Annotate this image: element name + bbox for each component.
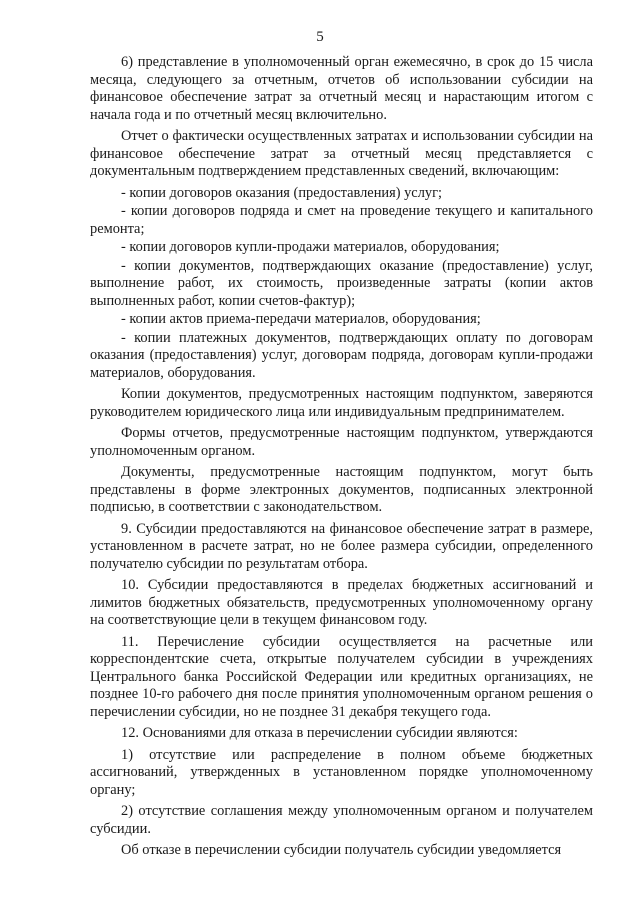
paragraph-item-12: 12. Основаниями для отказа в перечислении субсидии являются: bbox=[121, 725, 518, 741]
paragraph-item-11: 11. Перечисление субсидии осуществляется на расчетные или корреспондентские счета, открытые получателем субсидии в учреждениях Центрального банка Российской Федерации или кредитных организациях, не позднее 10-го рабочего дня после принятия уполномоченным органом решения о перечислении субсидии, но не позднее 31 декабря текущего года. bbox=[90, 633, 593, 720]
paragraph-report-composition: Отчет о фактически осуществленных затратах и использовании субсидии на финансовое обеспечение затрат за отчетный месяц представляется с документальным подтверждением представленных сведений, включающим: bbox=[90, 128, 593, 179]
paragraph-item-10: 10. Субсидии предоставляются в пределах бюджетных ассигнований и лимитов бюджетных обязательств, предусмотренных уполномоченному органу на соответствующие цели в текущем финансовом году. bbox=[90, 577, 593, 628]
paragraph-electronic-documents: Документы, предусмотренные настоящим подпунктом, могут быть представлены в форме электронных документов, подписанных электронной подписью, в соответствии с законодательством. bbox=[90, 464, 593, 515]
paragraph-copies-certification: Копии документов, предусмотренных настоящим подпунктом, заверяются руководителем юридического лица или индивидуальным предпринимателем. bbox=[90, 386, 593, 420]
paragraph-refusal-reason-1: 1) отсутствие или распределение в полном объеме бюджетных ассигнований, утвержденных в установленном порядке уполномоченному органу; bbox=[90, 746, 593, 798]
paragraph-refusal-reason-2: 2) отсутствие соглашения между уполномоченным органом и получателем субсидии. bbox=[90, 803, 593, 837]
list-item-transfer-acts: - копии актов приема-передачи материалов, оборудования; bbox=[121, 311, 481, 327]
page-number: 5 bbox=[316, 29, 324, 45]
list-item-service-contracts: - копии договоров оказания (предоставления) услуг; bbox=[121, 184, 442, 201]
list-item-service-confirmation-docs: - копии документов, подтверждающих оказание (предоставление) услуг, выполнение работ, их стоимость, произведенные затраты (копии актов выполненных работ, копии счетов-фактур); bbox=[90, 257, 593, 309]
paragraph-item-6-reporting: 6) представление в уполномоченный орган ежемесячно, в срок до 15 числа месяца, следующего за отчетным, отчетов об использовании субсидии на финансовое обеспечение затрат за отчетный месяц и нарастающим итогом с начала года и по отчетный месяц включительно. bbox=[90, 54, 593, 123]
list-item-purchase-contracts: - копии договоров купли-продажи материалов, оборудования; bbox=[121, 239, 500, 255]
paragraph-refusal-notification: Об отказе в перечислении субсидии получатель субсидии уведомляется bbox=[121, 842, 562, 858]
paragraph-item-9: 9. Субсидии предоставляются на финансовое обеспечение затрат в размере, установленном в расчете затрат, но не более размера субсидии, определенного получателю субсидии по результатам отбора. bbox=[90, 520, 593, 572]
paragraph-report-forms: Формы отчетов, предусмотренные настоящим подпунктом, утверждаются уполномоченным органом. bbox=[90, 425, 593, 459]
list-item-payment-docs: - копии платежных документов, подтверждающих оплату по договорам оказания (предоставления) услуг, договорам подряда, договорам купли-продажи материалов, оборудования. bbox=[90, 329, 593, 381]
document-body bbox=[90, 54, 593, 861]
list-item-construction-contracts: - копии договоров подряда и смет на проведение текущего и капитального ремонта; bbox=[90, 203, 593, 237]
